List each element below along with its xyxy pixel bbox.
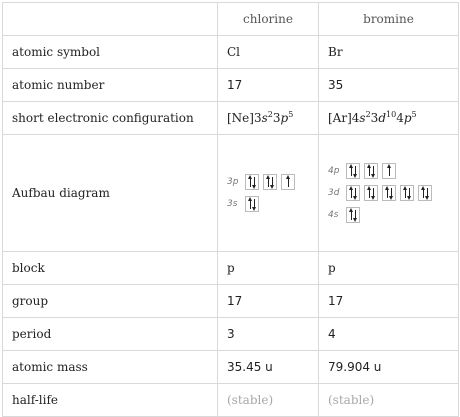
- orbital-label: 4p: [328, 166, 340, 176]
- aufbau-row-3p: [227, 174, 309, 190]
- spin-down-arrow-icon: [254, 177, 255, 187]
- spin-up-arrow-icon: [405, 188, 406, 198]
- spin-down-arrow-icon: [355, 166, 356, 176]
- row-label-electron-config: short electronic configuration: [3, 102, 218, 135]
- aufbau-row-3s: [227, 196, 309, 212]
- br-block: p: [319, 252, 459, 285]
- orbital-box: [364, 185, 378, 201]
- table-row: [3, 351, 459, 384]
- aufbau-row-4s: [328, 207, 449, 223]
- spin-down-arrow-icon: [427, 188, 428, 198]
- table-row: [3, 102, 459, 135]
- br-aufbau-diagram: [319, 135, 459, 252]
- cl-electron-config: $[Ne]3s^23p^5$: [218, 102, 319, 135]
- orbital-box: [245, 174, 259, 190]
- row-label-half-life: half-life: [3, 384, 218, 417]
- cl-block: p: [218, 252, 319, 285]
- row-label-atomic-mass: atomic mass: [3, 351, 218, 384]
- spin-down-arrow-icon: [355, 210, 356, 220]
- orbital-box: [263, 174, 277, 190]
- table-row: [3, 285, 459, 318]
- orbital-box: [364, 163, 378, 179]
- cl-aufbau-diagram: [218, 135, 319, 252]
- spin-up-arrow-icon: [250, 177, 251, 187]
- orbital-box: [346, 185, 360, 201]
- br-atomic-mass: 79.904 u: [319, 351, 459, 384]
- spin-up-arrow-icon: [250, 199, 251, 209]
- spin-down-arrow-icon: [391, 188, 392, 198]
- orbital-box: [346, 207, 360, 223]
- orbital-box: [418, 185, 432, 201]
- orbital-box: [245, 196, 259, 212]
- spin-up-arrow-icon: [389, 166, 390, 176]
- row-label-block: block: [3, 252, 218, 285]
- spin-up-arrow-icon: [268, 177, 269, 187]
- cl-atomic-mass: 35.45 u: [218, 351, 319, 384]
- spin-up-arrow-icon: [369, 166, 370, 176]
- orbital-box: [400, 185, 414, 201]
- spin-down-arrow-icon: [409, 188, 410, 198]
- spin-up-arrow-icon: [351, 188, 352, 198]
- spin-down-arrow-icon: [254, 199, 255, 209]
- spin-up-arrow-icon: [423, 188, 424, 198]
- orbital-label: 3p: [227, 177, 239, 187]
- orbital-label: 3d: [328, 188, 340, 198]
- row-label-atomic-symbol: atomic symbol: [3, 36, 218, 69]
- spin-up-arrow-icon: [387, 188, 388, 198]
- header-row: [3, 3, 459, 36]
- table-row: [3, 135, 459, 252]
- header-bromine: bromine: [319, 3, 459, 36]
- spin-up-arrow-icon: [351, 166, 352, 176]
- aufbau-row-4p: [328, 163, 449, 179]
- cl-period: 3: [218, 318, 319, 351]
- row-label-period: period: [3, 318, 218, 351]
- br-group: 17: [319, 285, 459, 318]
- aufbau-row-3d: [328, 185, 449, 201]
- cl-group: 17: [218, 285, 319, 318]
- table-row: [3, 384, 459, 417]
- spin-down-arrow-icon: [373, 188, 374, 198]
- br-period: 4: [319, 318, 459, 351]
- row-label-group: group: [3, 285, 218, 318]
- row-label-atomic-number: atomic number: [3, 69, 218, 102]
- cl-atomic-symbol: Cl: [218, 36, 319, 69]
- row-label-aufbau: Aufbau diagram: [3, 135, 218, 252]
- br-half-life: (stable): [319, 384, 459, 417]
- table-row: [3, 318, 459, 351]
- orbital-box: [281, 174, 295, 190]
- br-atomic-number: 35: [319, 69, 459, 102]
- header-chlorine: chlorine: [218, 3, 319, 36]
- spin-down-arrow-icon: [272, 177, 273, 187]
- orbital-label: 3s: [227, 199, 238, 209]
- header-empty: [3, 3, 218, 36]
- orbital-box: [382, 163, 396, 179]
- table-row: [3, 252, 459, 285]
- orbital-label: 4s: [328, 210, 339, 220]
- element-comparison-table: [2, 2, 459, 417]
- spin-up-arrow-icon: [369, 188, 370, 198]
- br-electron-config: $[Ar]4s^23d^{10}4p^5$: [319, 102, 459, 135]
- table-row: [3, 36, 459, 69]
- spin-down-arrow-icon: [373, 166, 374, 176]
- cl-atomic-number: 17: [218, 69, 319, 102]
- spin-up-arrow-icon: [351, 210, 352, 220]
- table-row: [3, 69, 459, 102]
- orbital-box: [346, 163, 360, 179]
- br-atomic-symbol: Br: [319, 36, 459, 69]
- spin-up-arrow-icon: [288, 177, 289, 187]
- cl-half-life: (stable): [218, 384, 319, 417]
- spin-down-arrow-icon: [355, 188, 356, 198]
- orbital-box: [382, 185, 396, 201]
